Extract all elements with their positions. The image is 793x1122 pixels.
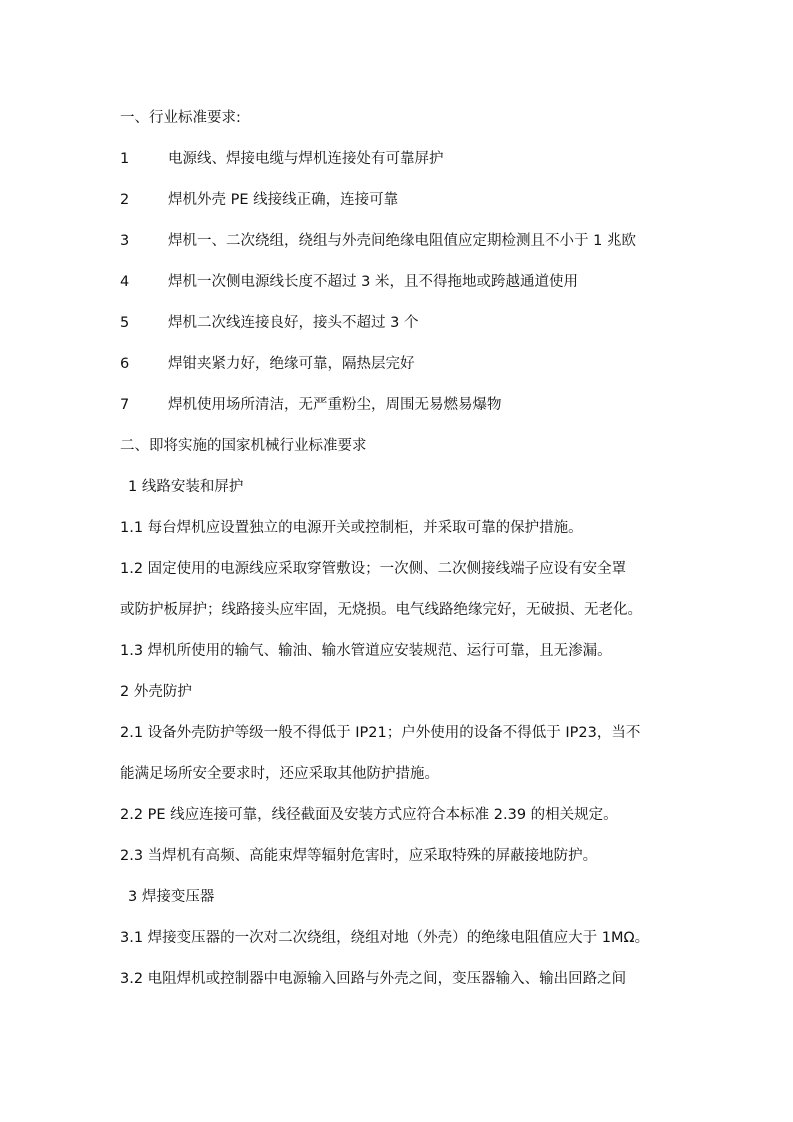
paragraph-2-2: 2.2 PE 线应连接可靠，线径截面及安装方式应符合本标准 2.39 的相关规定。	[120, 807, 618, 823]
list-item	[120, 395, 502, 415]
list-item	[120, 190, 398, 210]
heading-national-standard: 二、即将实施的国家机械行业标准要求	[120, 438, 367, 454]
list-item-text: 电源线、焊接电缆与焊机连接处有可靠屏护	[168, 151, 444, 167]
list-item-number: 2	[120, 192, 130, 208]
list-item-text: 焊钳夹紧力好，绝缘可靠，隔热层完好	[168, 356, 415, 372]
list-item-text: 焊机使用场所清洁，无严重粉尘，周围无易燃易爆物	[168, 397, 502, 413]
section-title-enclosure: 2 外壳防护	[120, 684, 192, 700]
list-item	[120, 231, 636, 251]
paragraph-3-1: 3.1 焊接变压器的一次对二次绕组，绕组对地（外壳）的绝缘电阻值应大于 1MΩ。	[120, 930, 650, 946]
paragraph-2-3: 2.3 当焊机有高频、高能束焊等辐射危害时，应采取特殊的屏蔽接地防护。	[120, 848, 598, 864]
paragraph-3-2: 3.2 电阻焊机或控制器中电源输入回路与外壳之间，变压器输入、输出回路之间	[120, 971, 627, 987]
paragraph-1-2-line2: 或防护板屏护；线路接头应牢固，无烧损。电气线路绝缘完好，无破损、无老化。	[120, 602, 642, 618]
paragraph-2-1-line2: 能满足场所安全要求时，还应采取其他防护措施。	[120, 766, 439, 782]
list-item-number: 7	[120, 397, 130, 413]
list-item-number: 6	[120, 356, 130, 372]
list-item	[120, 313, 418, 333]
heading-industry-standard: 一、行业标准要求:	[120, 110, 241, 126]
list-item-text: 焊机二次线连接良好，接头不超过 3 个	[168, 315, 419, 331]
list-item	[120, 272, 578, 292]
section-title-wiring: 1 线路安装和屏护	[128, 479, 244, 495]
paragraph-1-1: 1.1 每台焊机应设置独立的电源开关或控制柜，并采取可靠的保护措施。	[120, 520, 583, 536]
list-item-text: 焊机外壳 PE 线接线正确，连接可靠	[168, 192, 399, 208]
paragraph-1-3: 1.3 焊机所使用的输气、输油、输水管道应安装规范、运行可靠，且无渗漏。	[120, 643, 612, 659]
list-item	[120, 149, 444, 169]
list-item-number: 5	[120, 315, 130, 331]
list-item-text: 焊机一、二次绕组，绕组与外壳间绝缘电阻值应定期检测且不小于 1 兆欧	[168, 233, 636, 249]
list-item-number: 4	[120, 274, 130, 290]
list-item-number: 1	[120, 151, 130, 167]
list-item-text: 焊机一次侧电源线长度不超过 3 米，且不得拖地或跨越通道使用	[168, 274, 578, 290]
paragraph-1-2-line1: 1.2 固定使用的电源线应采取穿管敷设；一次侧、二次侧接线端子应设有安全罩	[120, 561, 627, 577]
section-title-transformer: 3 焊接变压器	[128, 889, 215, 905]
list-item	[120, 354, 415, 374]
list-item-number: 3	[120, 233, 130, 249]
paragraph-2-1-line1: 2.1 设备外壳防护等级一般不得低于 IP21；户外使用的设备不得低于 IP23，当不	[120, 725, 641, 741]
